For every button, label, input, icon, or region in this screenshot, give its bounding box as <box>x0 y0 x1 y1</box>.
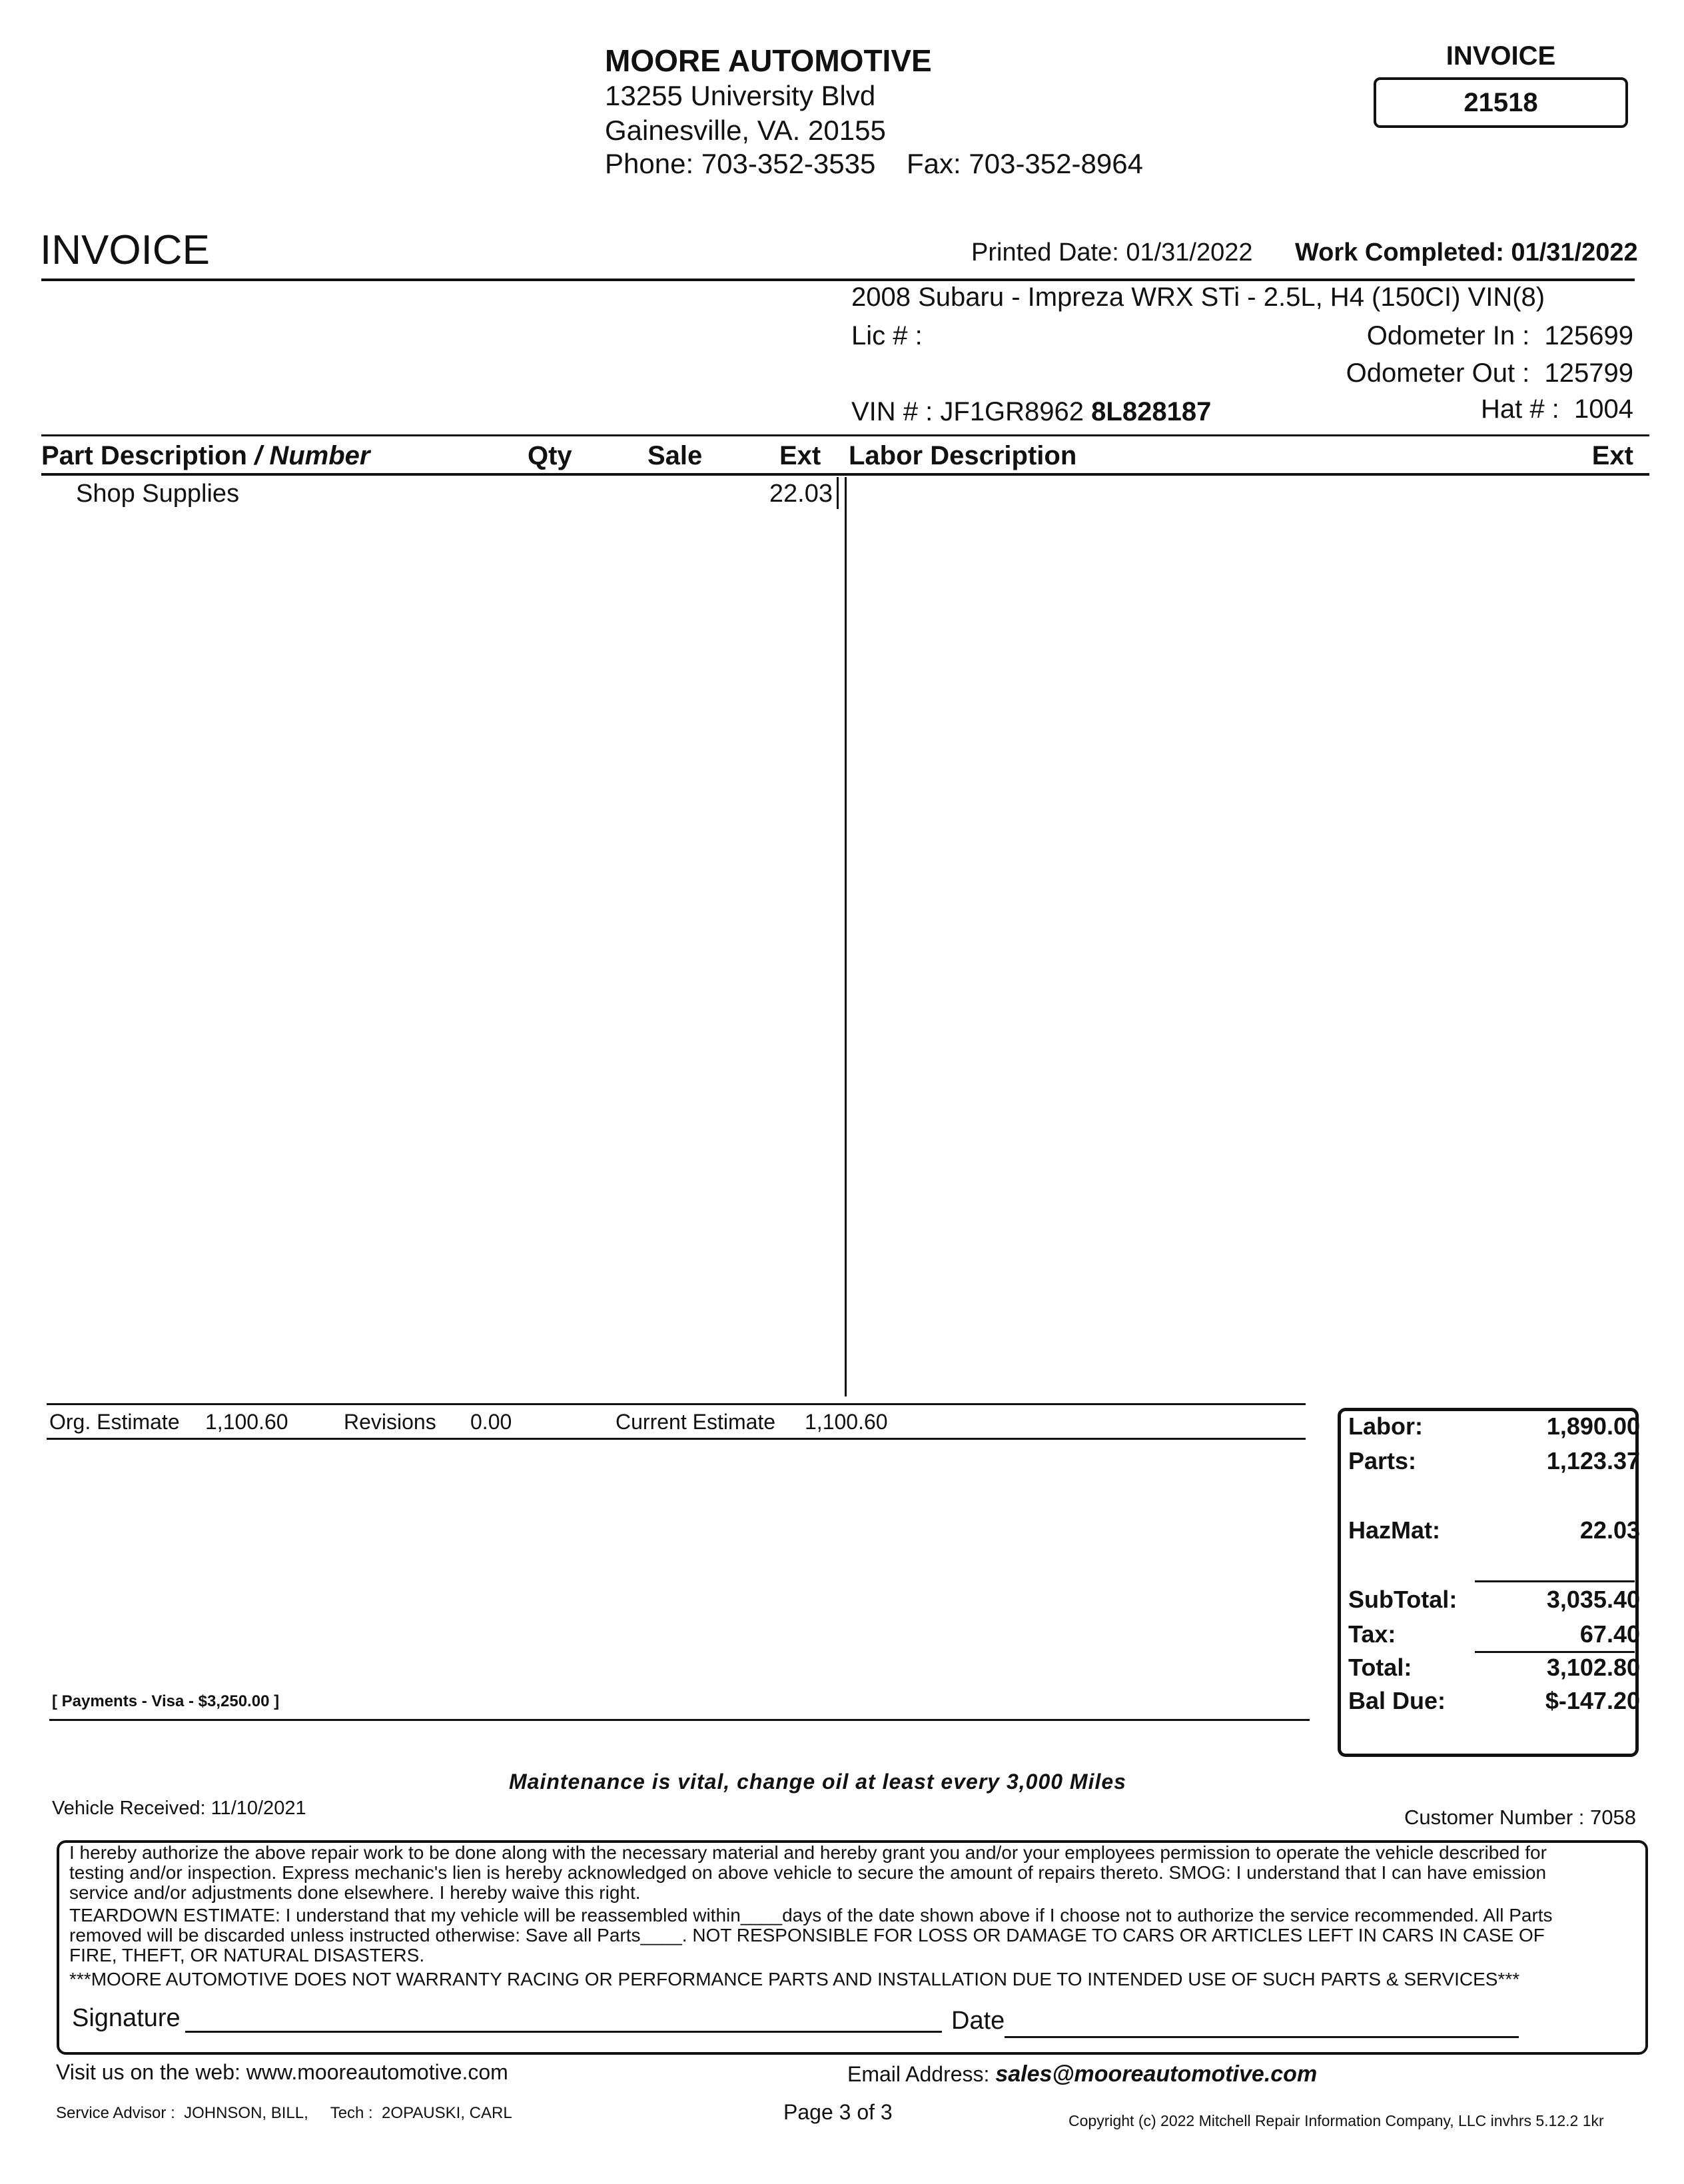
total-label: Total: <box>1348 1654 1412 1681</box>
parts-labor-divider-short <box>837 477 839 509</box>
col-part-description-label: Part Description <box>41 441 247 470</box>
revisions-value: 0.00 <box>470 1410 512 1434</box>
revisions-label: Revisions <box>344 1410 436 1434</box>
footer-email-label: Email Address: <box>847 2062 996 2086</box>
col-qty: Qty <box>528 441 572 470</box>
signature-label: Signature <box>72 2004 181 2032</box>
vehicle-description: 2008 Subaru - Impreza WRX STi - 2.5L, H4 (150CI) VIN(8) <box>851 282 1545 312</box>
odometer-in: Odometer In : 125699 <box>1366 321 1633 350</box>
part-row-ext: 22.03 <box>769 480 833 508</box>
col-number-label: / Number <box>254 441 370 470</box>
vehicle-received: Vehicle Received: 11/10/2021 <box>52 1798 306 1819</box>
part-row-description: Shop Supplies <box>76 480 240 508</box>
labor-total-value: 1,890.00 <box>1546 1412 1640 1440</box>
date-label: Date <box>951 2007 1005 2035</box>
current-estimate-value: 1,100.60 <box>805 1410 888 1434</box>
footer-page: Page 3 of 3 <box>783 2100 893 2124</box>
company-phone: Phone: 703-352-3535 Fax: 703-352-8964 <box>605 148 1143 179</box>
terms-line-1: I hereby authorize the above repair work to be done along with the necessary material and hereby grant you and/or your employees permission to operate the vehicle described for <box>69 1842 1547 1863</box>
vehicle-lic: Lic # : <box>851 321 923 350</box>
estimate-top-line <box>47 1403 1306 1405</box>
terms-line-2: testing and/or inspection. Express mechanic's lien is hereby acknowledged on above vehicle to secure the amount of repairs thereto. SMOG: I understand that I can have emission <box>69 1862 1547 1883</box>
footer-email <box>847 2061 1317 2087</box>
columns-bottom-line <box>41 473 1649 476</box>
invoice-box-label: INVOICE <box>1446 41 1556 71</box>
tax-label: Tax: <box>1348 1620 1396 1648</box>
customer-number: Customer Number : 7058 <box>1404 1806 1636 1829</box>
estimate-bottom-line <box>47 1438 1306 1440</box>
total-value: 3,102.80 <box>1546 1654 1640 1681</box>
payments-note: [ Payments - Visa - $3,250.00 ] <box>52 1692 280 1710</box>
company-address: 13255 University Blvd <box>605 80 876 111</box>
parts-total-label: Parts: <box>1348 1447 1417 1474</box>
current-estimate-label: Current Estimate <box>616 1410 776 1434</box>
vin-suffix: 8L828187 <box>1091 397 1212 426</box>
doc-title: INVOICE <box>40 227 210 273</box>
terms-line-3: service and/or adjustments done elsewhere. I hereby waive this right. <box>69 1882 641 1903</box>
labor-total-label: Labor: <box>1348 1412 1423 1440</box>
parts-total-value: 1,123.37 <box>1546 1447 1640 1474</box>
bal-due-value: $-147.20 <box>1545 1687 1640 1714</box>
terms-line-5: removed will be discarded unless instructed otherwise: Save all Parts____. NOT RESPONSIBLE FOR LOSS OR DAMAGE TO CARS OR ARTICLES LEFT IN CARS IN CASE OF <box>69 1925 1545 1945</box>
parts-labor-divider <box>845 477 847 1396</box>
vin-prefix: VIN # : JF1GR8962 <box>851 397 1092 426</box>
total-rule <box>1475 1651 1635 1653</box>
company-city: Gainesville, VA. 20155 <box>605 115 886 146</box>
hat-number: Hat # : 1004 <box>1480 394 1633 424</box>
company-name: MOORE AUTOMOTIVE <box>605 43 932 78</box>
maintenance-note: Maintenance is vital, change oil at least every 3,000 Miles <box>509 1770 1126 1794</box>
col-sale: Sale <box>647 441 703 470</box>
payments-line <box>49 1719 1310 1721</box>
col-part-description <box>41 441 370 471</box>
odometer-out: Odometer Out : 125799 <box>1346 358 1633 388</box>
bal-due-label: Bal Due: <box>1348 1687 1446 1714</box>
col-ext: Ext <box>779 441 821 470</box>
terms-line-6: FIRE, THEFT, OR NATURAL DISASTERS. <box>69 1945 425 1965</box>
org-estimate-value: 1,100.60 <box>205 1410 288 1434</box>
subtotal-label: SubTotal: <box>1348 1586 1458 1613</box>
col-labor-description: Labor Description <box>849 441 1077 470</box>
signature-line[interactable] <box>185 2031 942 2033</box>
hazmat-label: HazMat: <box>1348 1516 1441 1544</box>
terms-line-4: TEARDOWN ESTIMATE: I understand that my vehicle will be reassembled within____days of the date shown above if I choose not to authorize the service recommended. All Parts <box>69 1905 1553 1925</box>
invoice-number: 21518 <box>1374 77 1628 128</box>
subtotal-value: 3,035.40 <box>1546 1586 1640 1613</box>
footer-email-address: sales@mooreautomotive.com <box>995 2061 1318 2087</box>
org-estimate-label: Org. Estimate <box>49 1410 180 1434</box>
footer-staff: Service Advisor : JOHNSON, BILL, Tech : 2OPAUSKI, CARL <box>56 2104 512 2122</box>
terms-line-7: ***MOORE AUTOMOTIVE DOES NOT WARRANTY RACING OR PERFORMANCE PARTS AND INSTALLATION DUE TO INTENDED USE OF SUCH PARTS & SERVICES*** <box>69 1969 1520 1989</box>
subtotal-rule <box>1475 1580 1635 1582</box>
tax-value: 67.40 <box>1579 1620 1640 1648</box>
columns-top-line <box>41 434 1649 436</box>
footer-web: Visit us on the web: www.mooreautomotive.com <box>56 2060 508 2084</box>
printed-date: Printed Date: 01/31/2022 <box>971 239 1253 267</box>
hazmat-value: 22.03 <box>1579 1516 1640 1544</box>
footer-copyright: Copyright (c) 2022 Mitchell Repair Information Company, LLC invhrs 5.12.2 1kr <box>1068 2112 1604 2129</box>
work-completed: Work Completed: 01/31/2022 <box>1295 239 1638 267</box>
title-divider <box>41 278 1635 281</box>
date-line[interactable] <box>1005 2036 1519 2038</box>
col-labor-ext: Ext <box>1591 441 1633 470</box>
vin <box>851 397 1211 427</box>
